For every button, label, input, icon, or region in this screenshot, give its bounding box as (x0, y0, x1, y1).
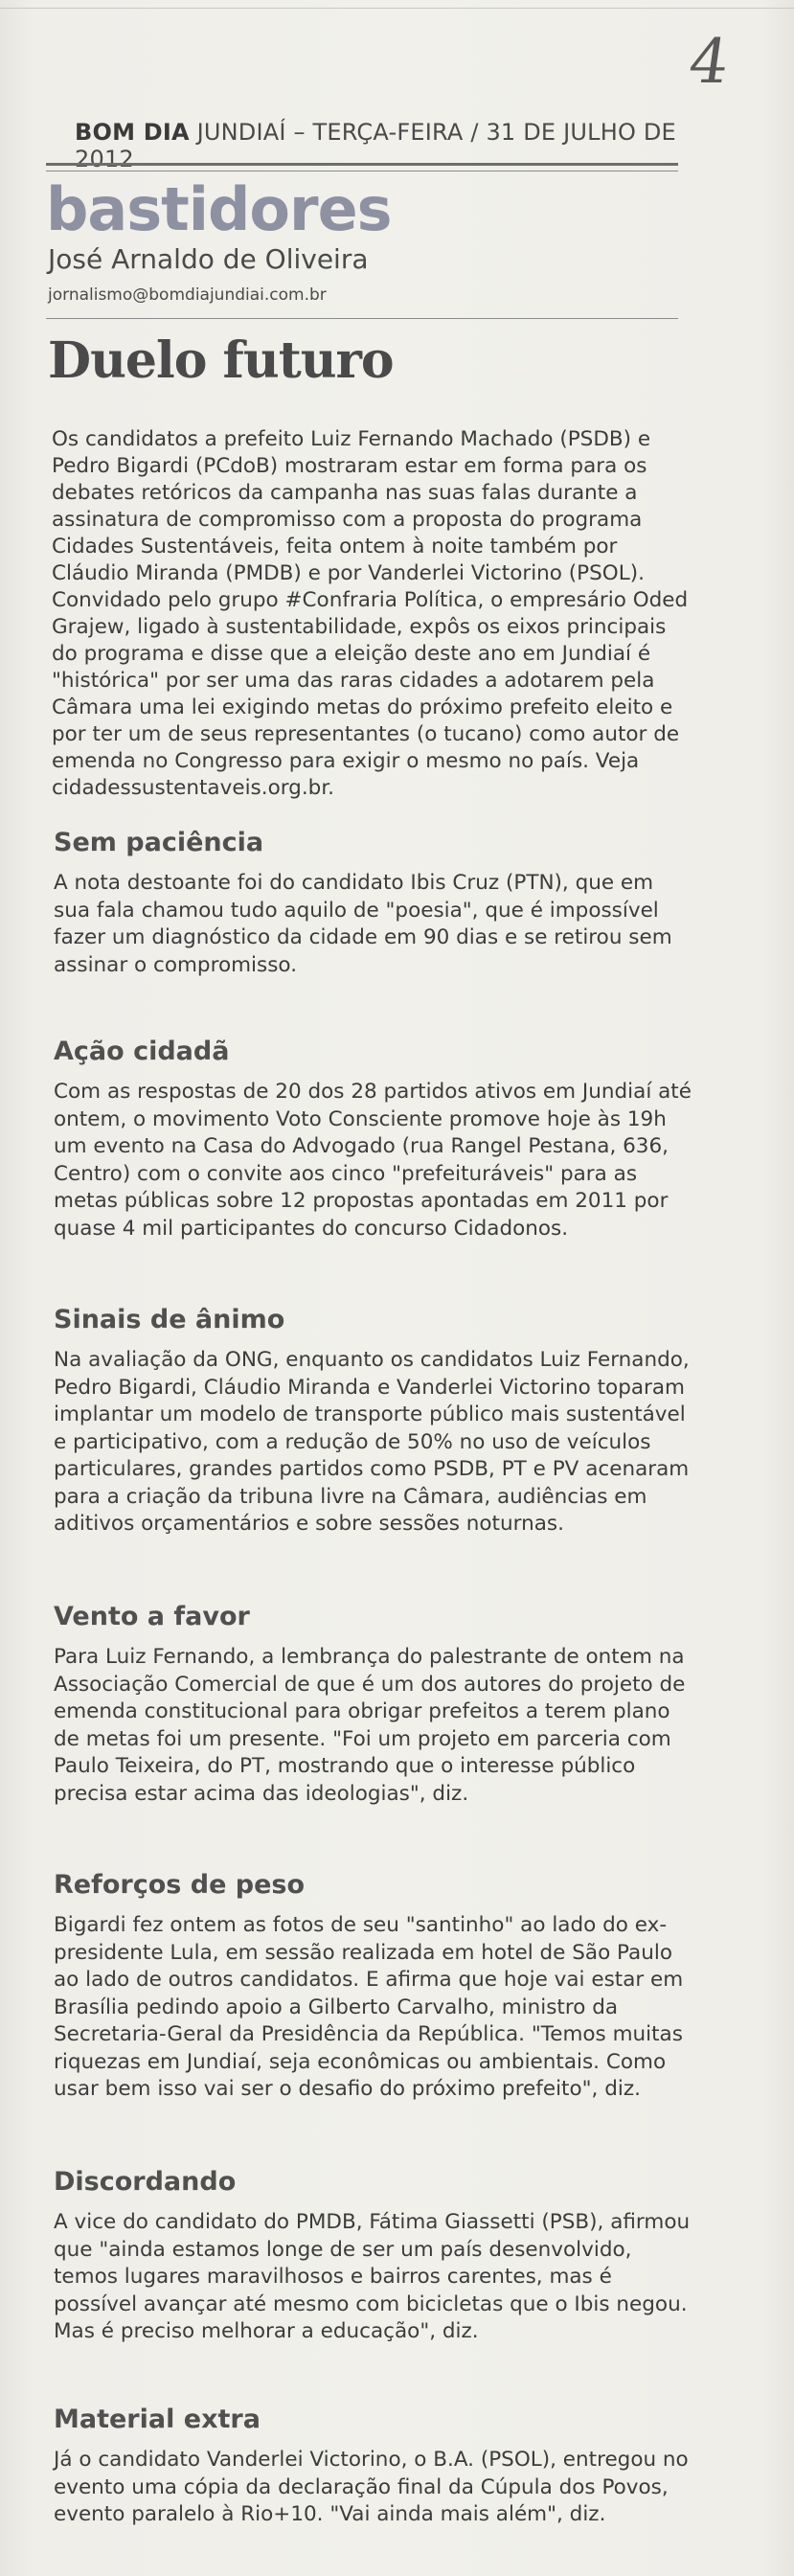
subheading: Sinais de ânimo (54, 1305, 285, 1334)
author-email: jornalismo@bomdiajundiai.com.br (48, 285, 327, 305)
divider (46, 318, 678, 319)
page-number: 4 (684, 27, 734, 98)
item-paragraph: Bigardi fez ontem as fotos de seu "santinho" ao lado do ex-presidente Lula, em sessão realizada em hotel de São Paulo ao lado de outros candidatos. E afirma que hoje vai estar em Brasília pedindo apoio a Gilberto Carvalho, ministro da Secretaria-Geral da Presidência da República. "Temos muitas riquezas em Jundiaí, seja econômicas ou ambientais. Como usar bem isso vai ser o desafio do próximo prefeito", diz. (54, 1913, 684, 2101)
top-edge (0, 0, 794, 9)
item-paragraph: Com as respostas de 20 dos 28 partidos ativos em Jundiaí até ontem, o movimento Voto Consciente promove hoje às 19h um evento na Casa do Advogado (rua Rangel Pestana, 636, Centro) com o convite aos cinco "prefeituráveis" para as metas públicas sobre 12 propostas apontadas em 2011 por quase 4 mil participantes do concurso Cidadonos. (54, 1080, 692, 1241)
article-title: Duelo futuro (48, 331, 394, 390)
masthead-brand: BOM DIA (75, 119, 190, 146)
subheading: Discordando (54, 2167, 237, 2197)
subheading: Material extra (54, 2405, 261, 2434)
lead-paragraph: Os candidatos a prefeito Luiz Fernando Machado (PSDB) e Pedro Bigardi (PCdoB) mostraram estar em forma para os debates retóricos da campanha nas suas falas durante a assinatura de compromisso com a proposta do programa Cidades Sustentáveis, feita ontem à noite também por Cláudio Miranda (PMDB) e por Vanderlei Victorino (PSOL). Convidado pelo grupo #Confraria Política, o empresário Oded Grajew, ligado à sustentabilidade, expôs os eixos principais do programa e disse que a eleição deste ano em Jundiaí é "histórica" por ser uma das raras cidades a adotarem pela Câmara uma lei exigindo metas do próximo prefeito eleito e por ter um de seus representantes (o tucano) como autor de emenda no Congresso para exigir o mesmo no país. Veja cidadessustentaveis.org.br. (52, 427, 689, 800)
item-paragraph: Já o candidato Vanderlei Victorino, o B.A. (PSOL), entregou no evento uma cópia da declaração final da Cúpula dos Povos, evento paralelo à Rio+10. "Vai ainda mais além", diz. (54, 2448, 689, 2526)
section-title: bastidores (46, 174, 392, 244)
subheading: Ação cidadã (54, 1037, 230, 1066)
subheading: Vento a favor (54, 1602, 250, 1631)
subheading: Reforços de peso (54, 1870, 306, 1900)
subheading: Sem paciência (54, 828, 264, 857)
item-paragraph: Na avaliação da ONG, enquanto os candidatos Luiz Fernando, Pedro Bigardi, Cláudio Miranda e Vanderlei Victorino toparam implantar um modelo de transporte público mais sustentável e participativo, com a redução de 50% no uso de veículos particulares, grandes partidos como PSDB, PT e PV acenaram para a criação da tribuna livre na Câmara, audiências em aditivos orçamentários e sobre sessões noturnas. (54, 1348, 690, 1536)
item-paragraph: A vice do candidato do PMDB, Fátima Giassetti (PSB), afirmou que "ainda estamos longe de ser um país desenvolvido, temos lugares maravilhosos e bairros carentes, mas é possível avançar até mesmo com bicicletas que o Ibis negou. Mas é preciso melhorar a educação", diz. (54, 2210, 691, 2343)
item-paragraph: Para Luiz Fernando, a lembrança do palestrante de ontem na Associação Comercial de que é um dos autores do projeto de emenda constitucional para obrigar prefeitos a terem plano de metas foi um presente. "Foi um projeto em parceria com Paulo Teixeira, do PT, mostrando que o interesse público precisa estar acima das ideologias", diz. (54, 1645, 686, 1806)
item-paragraph: A nota destoante foi do candidato Ibis Cruz (PTN), que em sua fala chamou tudo aquilo de "poesia", que é impossível fazer um diagnóstico da cidade em 90 dias e se retirou sem assinar o compromisso. (54, 871, 672, 977)
divider (46, 163, 678, 166)
masthead-date: JUNDIAÍ – TERÇA-FEIRA / 31 DE JULHO DE 2012 (75, 119, 676, 172)
author-name: José Arnaldo de Oliveira (48, 243, 369, 275)
